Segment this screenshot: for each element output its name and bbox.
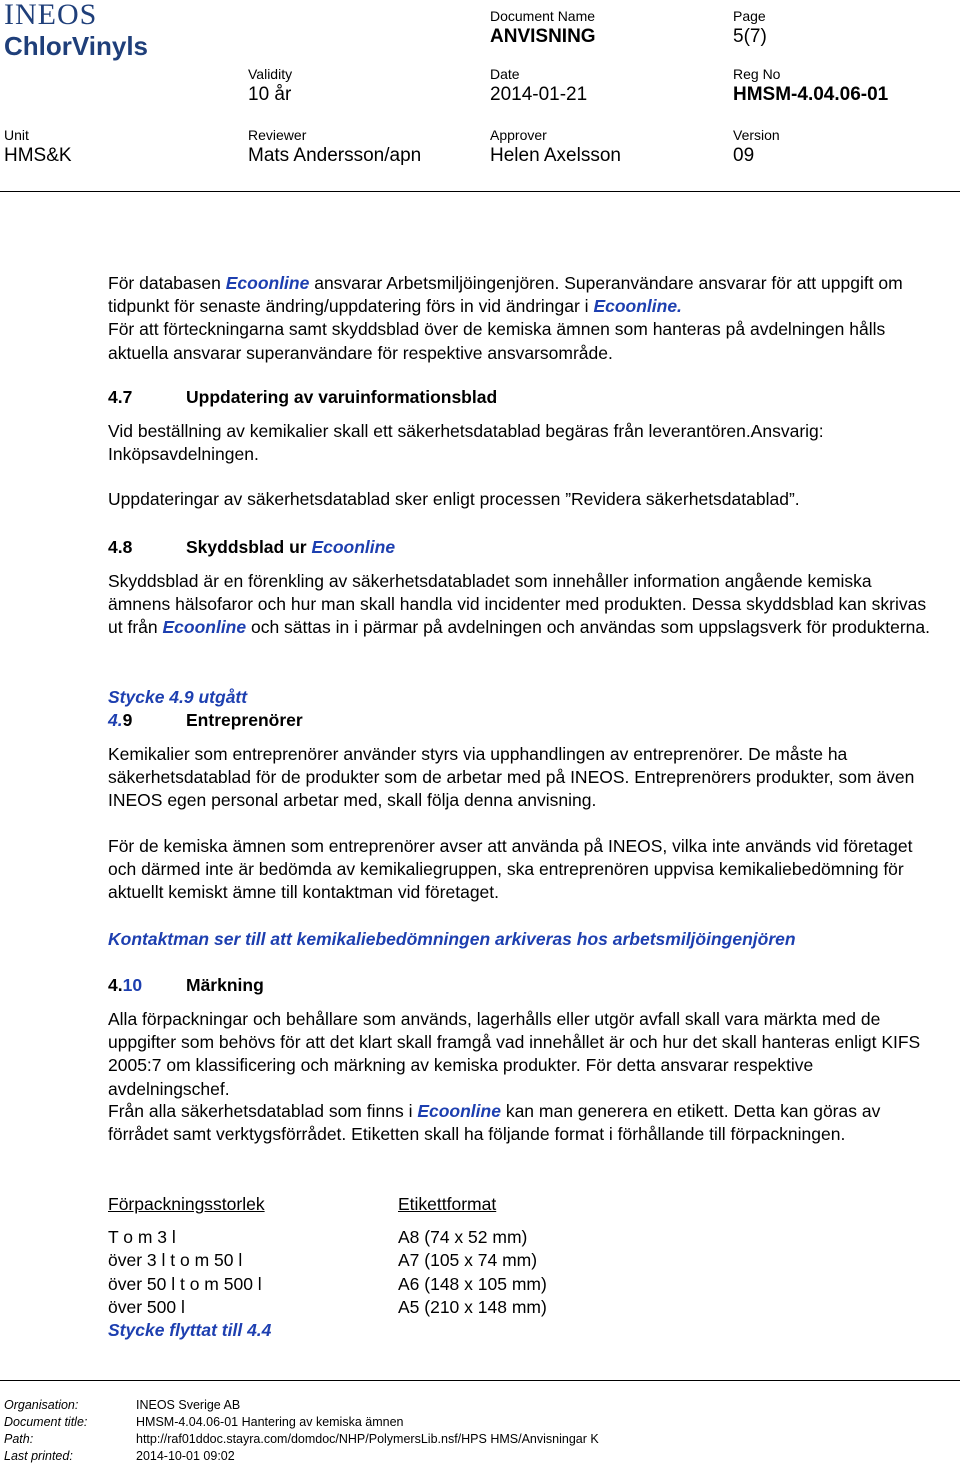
header-divider <box>0 191 960 192</box>
s47-paragraph-1: Vid beställning av kemikalier skall ett säkerhetsdatablad begäras från leverantören.Ansvarig: Inköpsavdelningen. <box>108 421 824 465</box>
doc-name: ANVISNING <box>490 26 596 47</box>
validity-label: Validity <box>248 66 293 82</box>
ecoonline-link[interactable]: Ecoonline <box>311 537 396 557</box>
section-title: Uppdatering av varuinformationsblad <box>186 387 498 407</box>
s49-paragraph-2: För de kemiska ämnen som entreprenörer avser att använda på INEOS, vilka inte används vid företaget och därmed inte är bedömda av kemikaliegruppen, ska entreprenören uppvisa kemikaliebedömning för aktuellt kemiskt ämne till kontaktman vid företaget. <box>108 836 913 903</box>
date-label: Date <box>490 66 520 82</box>
reviewer-value: Mats Andersson/apn <box>248 145 422 166</box>
validity-value: 10 år <box>248 84 292 105</box>
section-title: Skyddsblad ur <box>186 537 312 557</box>
date-value: 2014-01-21 <box>490 84 588 105</box>
regno-value: HMSM-4.04.06-01 <box>733 84 889 105</box>
section-number: 4. <box>108 975 123 995</box>
version-label: Version <box>733 127 780 143</box>
table-header-format: Etikettformat <box>398 1194 497 1214</box>
doc-name-label: Document Name <box>490 8 596 24</box>
table-cell-format: A8 (74 x 52 mm) <box>398 1227 528 1248</box>
text-span: Från alla säkerhetsdatablad som finns i <box>108 1101 418 1121</box>
section-number: 9 <box>122 710 133 730</box>
s48-paragraph <box>108 570 930 640</box>
unit-label: Unit <box>4 127 29 143</box>
text-span: För databasen <box>108 273 226 293</box>
version-value: 09 <box>733 145 755 166</box>
s47-paragraph-2: Uppdateringar av säkerhetsdatablad sker enligt processen ”Revidera säkerhetsdatablad”. <box>108 489 800 509</box>
approver-value: Helen Axelsson <box>490 145 621 166</box>
section-number: 10 <box>122 975 143 995</box>
logo-chlorvinyls: ChlorVinyls <box>4 31 149 61</box>
page-label: Page <box>733 8 766 24</box>
ecoonline-link[interactable]: Ecoonline <box>417 1101 501 1121</box>
intro-paragraph-2: För att förteckningarna samt skyddsblad över de kemiska ämnen som hanteras på avdelningen hålls aktuella ansvarar superanvändare för respektive ansvarsområde. <box>108 319 886 363</box>
label-size-table-size-column <box>108 1193 271 1342</box>
footer-org-label: Organisation: <box>4 1398 79 1412</box>
s410-paragraph-2 <box>108 1100 930 1146</box>
reviewer-label: Reviewer <box>248 127 307 143</box>
unit-value: HMS&K <box>4 145 72 166</box>
s49-removed-note: Stycke 4.9 utgått <box>108 687 248 707</box>
s49-paragraph-1: Kemikalier som entreprenörer använder styrs via upphandlingen av entreprenörer. De måste ha säkerhetsdatablad för de produkter som de arbetar med på INEOS. Entreprenörers produkter, som även INEOS egen personal arbetar med, skall följa denna anvisning. <box>108 744 915 811</box>
section-number: 4. <box>108 710 123 730</box>
section-number: 4.8 <box>108 537 133 557</box>
section-heading-4-9 <box>108 709 303 732</box>
footer-divider <box>0 1380 960 1381</box>
table-header-size: Förpackningsstorlek <box>108 1194 265 1214</box>
ecoonline-link[interactable]: Ecoonline <box>162 617 247 638</box>
page-number: 5(7) <box>733 26 767 47</box>
approver-label: Approver <box>490 127 547 143</box>
footer-printed-value: 2014-10-01 09:02 <box>136 1449 235 1463</box>
ecoonline-link[interactable]: Ecoonline <box>225 273 310 293</box>
table-cell-size: över 500 l <box>108 1296 185 1317</box>
footer-path-value: http://raf01ddoc.stayra.com/domdoc/NHP/PolymersLib.nsf/HPS HMS/Anvisningar K <box>136 1432 599 1446</box>
table-cell-size: över 3 l t o m 50 l <box>108 1250 243 1271</box>
s49-paragraph-3: Kontaktman ser till att kemikaliebedömningen arkiveras hos arbetsmiljöingenjören <box>108 929 796 949</box>
text-span: Skyddsblad är en förenkling av säkerhetsdatabladet som innehåller information angående kemiska ämnens hälsofaror och hur man skall handla vid incidenter med produkten. Dessa skyddsblad kan skrivas ut från <box>108 571 927 638</box>
text-span: och sättas in i pärmar på avdelningen och användas som uppslagsverk för produkterna. <box>246 617 930 638</box>
s410-paragraph-1: Alla förpackningar och behållare som används, lagerhålls eller utgör avfall skall vara märkta med de uppgifter som behövs för att det klart skall framgå vad innehållet är och hur det skall hanteras enligt KIFS 2005:7 om klassificering och märkning av kemiska produkter. För detta ansvarar respektive avdelningschef. <box>108 1009 921 1099</box>
regno-label: Reg No <box>733 66 781 82</box>
section-number: 4.7 <box>108 387 133 407</box>
section-heading-4-8 <box>108 536 395 559</box>
footer-title-label: Document title: <box>4 1415 88 1429</box>
ecoonline-link[interactable]: Ecoonline. <box>593 296 682 317</box>
table-cell-size: T o m 3 l <box>108 1227 176 1248</box>
footer-path-label: Path: <box>4 1432 34 1446</box>
table-cell-format: A6 (148 x 105 mm) <box>398 1273 547 1294</box>
table-cell-format: A7 (105 x 74 mm) <box>398 1250 538 1271</box>
footer-org-value: INEOS Sverige AB <box>136 1398 241 1412</box>
footer-printed-label: Last printed: <box>4 1449 73 1463</box>
section-heading-4-10 <box>108 974 264 997</box>
footer-title-value: HMSM-4.04.06-01 Hantering av kemiska ämnen <box>136 1415 404 1429</box>
section-title: Märkning <box>186 975 264 995</box>
table-cell-format: A5 (210 x 148 mm) <box>398 1296 547 1317</box>
text-span: kan man generera en etikett. Detta kan göras av förrådet samt verktygsförrådet. Etiketten skall ha följande format i förhållande till förpackningen. <box>108 1101 881 1145</box>
text-span: ansvarar Arbetsmiljöingenjören. Superanvändare ansvarar för att uppgift om tidpunkt för senaste ändring/uppdatering förs in vid ändringar i <box>108 273 903 317</box>
label-size-table-format-column <box>398 1193 547 1319</box>
section-heading-4-7 <box>108 386 497 409</box>
table-moved-note: Stycke flyttat till 4.4 <box>108 1320 272 1341</box>
table-cell-size: över 50 l t o m 500 l <box>108 1273 262 1294</box>
intro-paragraph-1 <box>108 272 930 365</box>
section-title: Entreprenörer <box>186 710 303 730</box>
logo-ineos: INEOS <box>4 0 98 31</box>
